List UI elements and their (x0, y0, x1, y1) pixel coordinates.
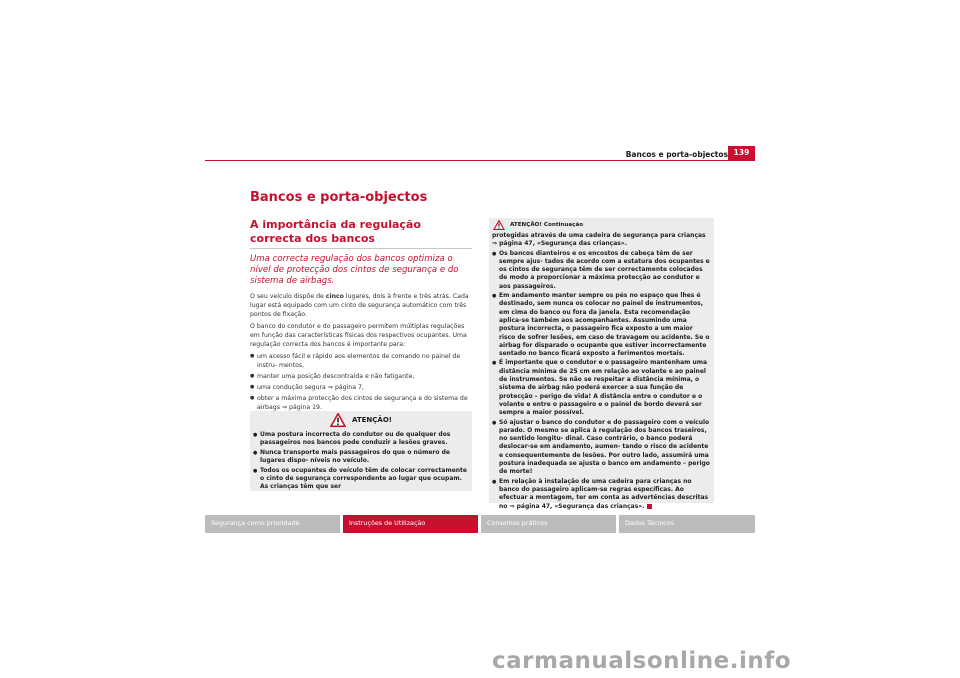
warning-header (250, 411, 472, 429)
warning-bullet: ● Só ajustar o banco do condutor e do passageiro com o veículo parado. O mesmo se aplica à regulação dos bancos traseiros, no sentido longitu- dinal. Caso contrário, o banco poderá deslocar-se em andamento, aumen- tando o risco de acidente e consequentemente de lesões. Por outro lado, assumirá uma postura inadequada se ajusta o banco em andamento – perigo de morte! (492, 419, 711, 477)
warning-bullet: ● Os bancos dianteiros e os encostos de cabeça têm de ser sempre ajus- tados de acordo com a estatura dos ocupantes e os cintos de segurança têm de ser correctamente colocados de modo a proporcionar a máxima protecção ao condutor e aos passageiros. (492, 250, 711, 291)
lead-text: Uma correcta regulação dos bancos optimiza o nível de protecção dos cintos de segurança e do sistema de airbags. (250, 254, 459, 286)
paragraph-seats (250, 292, 472, 319)
bullet-item: ● um acesso fácil e rápido aos elementos de comando no painel de instru- mentos, (250, 352, 472, 370)
warning-bullet-last (492, 478, 711, 511)
header-rule (205, 160, 755, 161)
footer-tab-technical[interactable]: Dados Técnicos (619, 515, 755, 533)
bullet-item: ● uma condução segura ⇒ página 7, (250, 383, 472, 392)
left-column (250, 218, 472, 414)
paragraph-seats-b: lugares, dois à frente e três atrás. Cada lugar está equipado com um cinto de segurança automático com três pontos de fixação. (250, 293, 469, 318)
paragraph-seats-a: O seu veículo dispõe de (250, 293, 326, 300)
warning-body (250, 429, 472, 491)
warning-continued-box (489, 218, 714, 510)
warning-continued-header (489, 218, 714, 231)
section-rule (250, 248, 472, 249)
running-header-title: Bancos e porta-objectos (625, 150, 728, 159)
warning-triangle-icon (493, 220, 505, 230)
warning-bullet: ● Em andamento manter sempre os pés no espaço que lhes é destinado, sem nunca os colocar no painel de instrumentos, em cima do banco ou fora da janela. Esta recomendação aplica-se também aos acompanhantes. Assumindo uma postura incorrecta, o passageiro fica exposto a um maior risco de sofrer lesões, em caso de travagem ou acidente. Se o airbag for disparado o ocupante que estiver incorrectamente sentado no banco ficará exposto a ferimentos mortais. (492, 292, 711, 358)
section-title: A importância da regulação correcta dos bancos (250, 218, 421, 245)
warning-title: ATENÇÃO! (352, 416, 392, 424)
bullet-item: ● manter uma posição descontraída e não fatigante, (250, 372, 472, 381)
chapter-title: Bancos e porta-objectos (250, 190, 428, 205)
page-number: 139 (728, 146, 755, 160)
warning-bullet: ● Nunca transporte mais passageiros do que o número de lugares dispo- níveis no veículo. (253, 449, 469, 466)
warning-continued-body (489, 231, 714, 513)
watermark: carmanualsonline.info (492, 648, 792, 674)
warning-triangle-icon (330, 413, 346, 427)
footer-tab-tips[interactable]: Conselhos práticos (481, 515, 616, 533)
warning-continued-title: ATENÇÃO! Continuação (510, 221, 584, 228)
warning-bullet: ● Uma postura incorrecta do condutor ou de qualquer dos passageiros nos bancos pode conduzir a lesões graves. (253, 431, 469, 448)
footer-tab-safety[interactable]: Segurança como prioridade (205, 515, 340, 533)
warning-box (250, 411, 472, 491)
warning-continued-intro: protegidas através de uma cadeira de segurança para crianças ⇒ página 47, «Segurança das crianças». (492, 232, 706, 248)
warning-bullet: ● É importante que o condutor e o passageiro mantenham uma distância mínima de 25 cm em relação ao volante e ao painel de instrumentos. Se não se respeitar a distância mínima, o sistema de airbag não poderá exercer a sua função de protecção – perigo de vida! A distância entre o condutor e o volante e entre o passageiro e o painel de bordo deverá ser sempre a maior possível. (492, 359, 711, 417)
warning-bullet: ● Todos os ocupantes do veículo têm de colocar correctamente o cinto de segurança correspondente ao lugar que ocupam. As crianças têm que ser (253, 467, 469, 491)
paragraph-seats-count: cinco (325, 293, 344, 300)
section-end-marker (647, 504, 652, 509)
footer-tab-instructions[interactable]: Instruções de Utilização (343, 515, 478, 533)
paragraph-adjust: O banco do condutor e do passageiro permitem múltiplas regulações em função das características físicas dos respectivos ocupantes. Uma regulação correcta dos bancos é importante para: (250, 323, 467, 348)
bullet-item: ● obter a máxima protecção dos cintos de segurança e do sistema de airbags ⇒ página 19. (250, 394, 472, 412)
warning-bullet-text: Em relação à instalação de uma cadeira para crianças no banco do passageiro aplicam-se regras específicas. Ao efectuar a montagem, ter em conta as advertências descritas no ⇒ página 47, «Segurança das crianças». (499, 477, 709, 510)
